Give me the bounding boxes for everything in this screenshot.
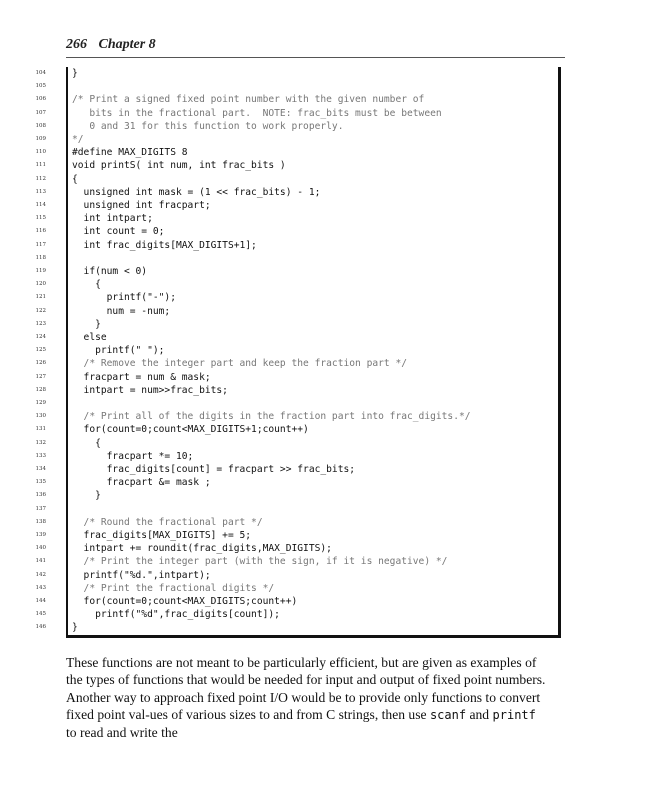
line-number: 118 — [35, 254, 46, 261]
code-comment-line: /* Print all of the digits in the fraction part into frac_digits.*/ — [72, 411, 471, 423]
line-number: 105 — [35, 83, 46, 90]
code-line: for(count=0;count<MAX_DIGITS;count++) — [72, 596, 298, 607]
paragraph-text-3: to read and write the — [66, 725, 178, 741]
paragraph-text-2: and — [466, 706, 493, 722]
code-line: { — [72, 437, 101, 449]
line-number: 120 — [35, 281, 46, 288]
line-number: 144 — [35, 598, 46, 604]
code-line: fracpart = num & mask; — [72, 371, 211, 383]
code-comment-line: bits in the fractional part. NOTE: frac_bits must be between — [72, 107, 442, 119]
page-number: 266 — [66, 37, 87, 52]
line-number: 138 — [35, 518, 46, 525]
code-line: printf("-"); — [72, 292, 176, 304]
line-number: 136 — [35, 492, 46, 499]
code-line: printf("%d",frac_digits[count]); — [72, 609, 280, 621]
line-number: 117 — [35, 241, 46, 248]
line-number: 133 — [35, 452, 46, 459]
code-line: frac_digits[count] = fracpart >> frac_bits; — [72, 464, 356, 475]
body-paragraph — [66, 654, 546, 741]
code-line: num = -num; — [72, 305, 171, 317]
line-number: 108 — [35, 122, 46, 129]
paragraph-text-1: These functions are not meant to be particularly efficient, but are given as examples of the types of functions that would be needed for input and output of fixed point numbers. Another way to approach fixed point I/O would be to provide only functions to convert fixed point val-ues of various sizes to and from C strings, then use — [66, 655, 546, 722]
header-rule — [66, 57, 565, 58]
code-comment-line: 0 and 31 for this function to work properly. — [72, 120, 344, 132]
line-number: 111 — [35, 162, 46, 169]
inline-code-scanf: scanf — [429, 707, 467, 722]
code-line: printf("%d.",intpart); — [72, 569, 211, 581]
code-line: else — [72, 332, 107, 343]
code-line: fracpart *= 10; — [72, 450, 194, 462]
code-line: int count = 0; — [72, 226, 165, 238]
code-line: if(num < 0) — [72, 266, 148, 277]
code-line: int frac_digits[MAX_DIGITS+1]; — [72, 239, 257, 251]
code-line: } — [72, 490, 101, 502]
line-number: 109 — [35, 136, 46, 142]
code-line: void printS( int num, int frac_bits ) — [72, 160, 286, 172]
line-number: 128 — [35, 386, 46, 393]
line-number: 119 — [35, 268, 46, 274]
code-line: { — [72, 173, 78, 185]
code-comment-line: /* Round the fractional part */ — [72, 516, 263, 528]
line-number: 135 — [35, 479, 46, 486]
chapter-title: Chapter 8 — [98, 37, 156, 52]
line-number: 141 — [35, 558, 46, 565]
line-number: 122 — [35, 307, 46, 314]
line-number: 123 — [35, 320, 46, 327]
code-comment-line: /* Print the integer part (with the sign, if it is negative) */ — [72, 556, 448, 568]
code-line: int intpart; — [72, 213, 153, 225]
inline-code-printf: printf — [492, 707, 536, 722]
code-line: fracpart &= mask ; — [72, 477, 211, 489]
page-header — [66, 37, 156, 53]
code-line: printf(" "); — [72, 345, 165, 357]
line-number: 143 — [35, 584, 46, 591]
line-number: 106 — [35, 96, 46, 103]
line-number: 132 — [35, 439, 46, 446]
code-line: } — [72, 318, 101, 330]
line-number: 114 — [35, 202, 46, 208]
line-number: 104 — [35, 70, 46, 76]
code-line: unsigned int mask = (1 << frac_bits) - 1; — [72, 186, 321, 198]
line-number: 127 — [35, 373, 46, 380]
code-comment-line: /* Print a signed fixed point number with the given number of — [72, 94, 425, 106]
code-comment-line: /* Print the fractional digits */ — [72, 582, 275, 594]
code-line: { — [72, 279, 101, 291]
line-number: 131 — [35, 426, 46, 433]
line-number: 107 — [35, 109, 46, 116]
code-line: } — [72, 622, 78, 634]
line-number: 126 — [35, 360, 46, 367]
line-number: 139 — [35, 532, 46, 538]
line-number: 116 — [35, 228, 46, 235]
code-line: unsigned int fracpart; — [72, 200, 211, 211]
code-line: intpart += roundit(frac_digits,MAX_DIGITS); — [72, 543, 332, 555]
line-number: 112 — [35, 175, 46, 182]
code-comment-line: */ — [72, 134, 84, 145]
code-line: #define MAX_DIGITS 8 — [72, 147, 188, 159]
line-number: 115 — [35, 215, 46, 222]
code-line: for(count=0;count<MAX_DIGITS+1;count++) — [72, 424, 309, 436]
code-line: intpart = num>>frac_bits; — [72, 384, 228, 396]
line-number: 145 — [35, 611, 46, 618]
line-number: 146 — [35, 624, 46, 631]
line-number: 134 — [35, 466, 46, 472]
line-number: 121 — [35, 294, 46, 301]
line-number: 125 — [35, 347, 46, 354]
line-number: 113 — [35, 188, 46, 195]
line-number: 110 — [35, 149, 46, 156]
line-number: 140 — [35, 545, 46, 552]
code-line: } — [72, 68, 78, 79]
line-number: 142 — [35, 571, 46, 578]
line-number: 124 — [35, 334, 46, 340]
line-number: 129 — [35, 400, 46, 406]
line-number: 130 — [35, 413, 46, 420]
line-number: 137 — [35, 505, 46, 512]
code-comment-line: /* Remove the integer part and keep the fraction part */ — [72, 358, 408, 370]
code-line: frac_digits[MAX_DIGITS] += 5; — [72, 530, 252, 541]
